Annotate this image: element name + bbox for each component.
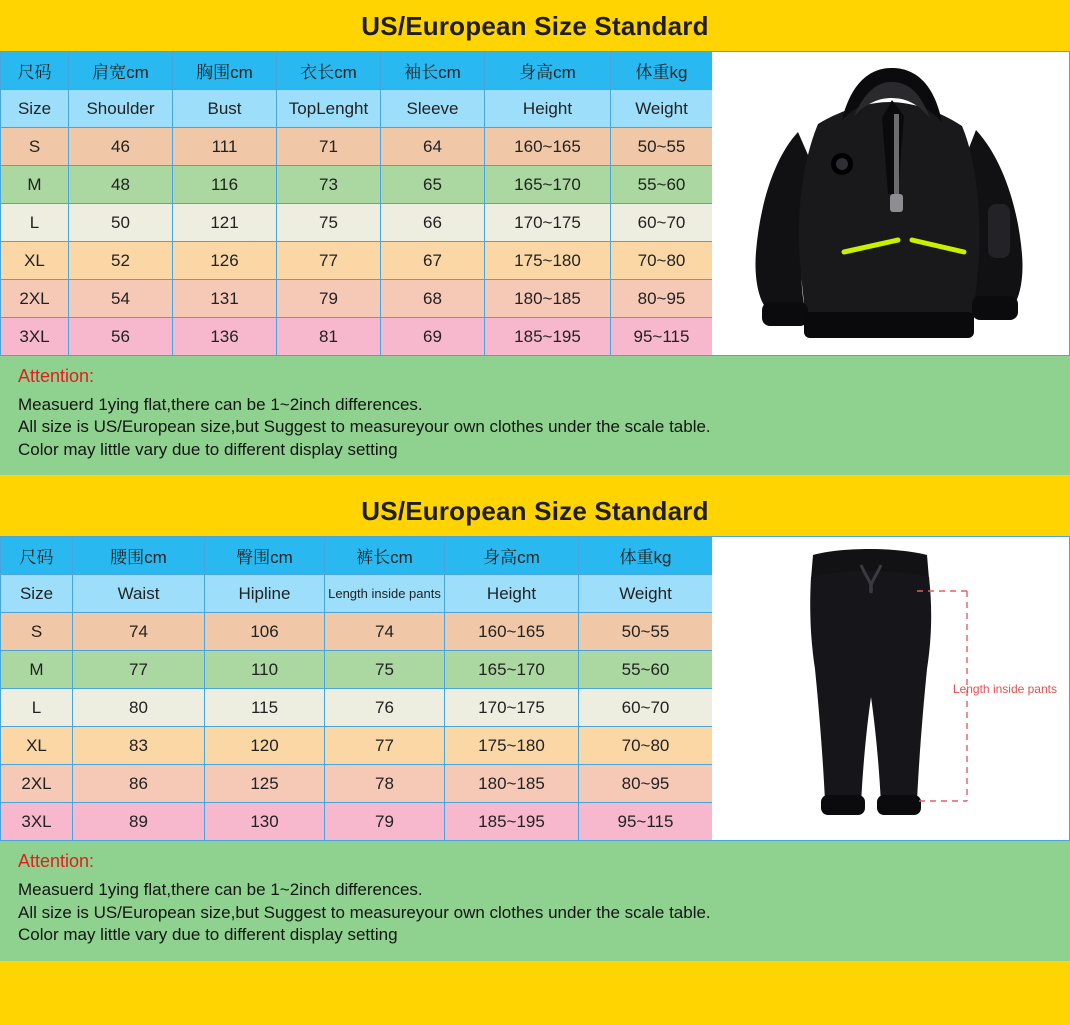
top-hdr-cn-4: 袖长cm	[381, 52, 485, 90]
top-hdr-cn-5: 身高cm	[485, 52, 611, 90]
top-attention-title: Attention:	[18, 366, 95, 386]
bottom-cell-4-2: 125	[205, 765, 325, 803]
table-row	[1, 727, 713, 765]
bottom-cell-4-3: 78	[325, 765, 445, 803]
bottom-hdr-cn-4: 身高cm	[445, 537, 579, 575]
bottom-cell-5-1: 89	[73, 803, 205, 841]
top-body-row	[0, 51, 1070, 356]
top-hdr-cn-3: 衣长cm	[277, 52, 381, 90]
bottom-cell-5-5: 95~115	[579, 803, 713, 841]
top-cell-0-2: 111	[173, 128, 277, 166]
top-cell-1-1: 48	[69, 166, 173, 204]
bottom-cell-1-4: 165~170	[445, 651, 579, 689]
top-cell-1-4: 65	[381, 166, 485, 204]
table-row	[1, 166, 713, 204]
top-hdr-en-2: Bust	[173, 90, 277, 128]
bottom-hdr-cn-5: 体重kg	[579, 537, 713, 575]
top-hdr-en-0: Size	[1, 90, 69, 128]
top-cell-0-6: 50~55	[611, 128, 713, 166]
bottom-cell-4-5: 80~95	[579, 765, 713, 803]
top-cell-4-5: 180~185	[485, 280, 611, 318]
top-cell-3-3: 77	[277, 242, 381, 280]
top-cell-3-5: 175~180	[485, 242, 611, 280]
bottom-attention-line-3: Color may little vary due to different display setting	[18, 925, 398, 945]
bottom-cell-0-4: 160~165	[445, 613, 579, 651]
bottom-attention-block	[0, 841, 1070, 960]
top-cell-5-3: 81	[277, 318, 381, 356]
bottom-size-table	[0, 536, 713, 841]
top-cell-5-5: 185~195	[485, 318, 611, 356]
top-cell-0-5: 160~165	[485, 128, 611, 166]
top-hdr-en-3: TopLenght	[277, 90, 381, 128]
bottom-cell-2-1: 80	[73, 689, 205, 727]
table-row	[1, 204, 713, 242]
top-cell-4-2: 131	[173, 280, 277, 318]
table-row	[1, 803, 713, 841]
top-cell-3-0: XL	[1, 242, 69, 280]
table-row	[1, 242, 713, 280]
top-cell-0-3: 71	[277, 128, 381, 166]
bottom-cell-3-4: 175~180	[445, 727, 579, 765]
bottom-cell-5-2: 130	[205, 803, 325, 841]
bottom-cell-3-2: 120	[205, 727, 325, 765]
table-row	[1, 613, 713, 651]
bottom-attention-line-1: Measuerd 1ying flat,there can be 1~2inch differences.	[18, 880, 423, 900]
table-row	[1, 318, 713, 356]
top-cell-1-0: M	[1, 166, 69, 204]
bottom-cell-4-0: 2XL	[1, 765, 73, 803]
bottom-cell-0-5: 50~55	[579, 613, 713, 651]
bottom-banner-title: US/European Size Standard	[0, 485, 1070, 536]
bottom-hdr-en-2: Hipline	[205, 575, 325, 613]
bottom-attention-line-2: All size is US/European size,but Suggest to measureyour own clothes under the scale table.	[18, 902, 711, 922]
bottom-cell-0-0: S	[1, 613, 73, 651]
top-cell-0-0: S	[1, 128, 69, 166]
table-row	[1, 689, 713, 727]
bottom-cell-0-2: 106	[205, 613, 325, 651]
table-row	[1, 765, 713, 803]
top-hdr-en-4: Sleeve	[381, 90, 485, 128]
bottom-header-row-en	[1, 575, 713, 613]
top-cell-2-3: 75	[277, 204, 381, 242]
top-cell-5-0: 3XL	[1, 318, 69, 356]
top-header-row-cn	[1, 52, 713, 90]
table-row	[1, 651, 713, 689]
bottom-cell-4-4: 180~185	[445, 765, 579, 803]
bottom-cell-3-0: XL	[1, 727, 73, 765]
top-hdr-cn-2: 胸围cm	[173, 52, 277, 90]
top-cell-2-1: 50	[69, 204, 173, 242]
top-hdr-cn-1: 肩宽cm	[69, 52, 173, 90]
top-size-table	[0, 51, 713, 356]
bottom-attention-title: Attention:	[18, 851, 95, 872]
bottom-cell-5-4: 185~195	[445, 803, 579, 841]
bottom-cell-2-2: 115	[205, 689, 325, 727]
bottom-hdr-cn-1: 腰围cm	[73, 537, 205, 575]
top-cell-2-5: 170~175	[485, 204, 611, 242]
bottom-cell-5-3: 79	[325, 803, 445, 841]
top-hdr-en-1: Shoulder	[69, 90, 173, 128]
bottom-hdr-en-3: Length inside pants	[325, 575, 445, 613]
bottom-cell-1-0: M	[1, 651, 73, 689]
top-cell-3-4: 67	[381, 242, 485, 280]
top-cell-4-3: 79	[277, 280, 381, 318]
top-hdr-cn-6: 体重kg	[611, 52, 713, 90]
bottom-cell-2-0: L	[1, 689, 73, 727]
top-cell-5-1: 56	[69, 318, 173, 356]
table-row	[1, 128, 713, 166]
top-cell-5-2: 136	[173, 318, 277, 356]
top-cell-3-6: 70~80	[611, 242, 713, 280]
pants-measure-annotation: Length inside pants	[952, 681, 1057, 696]
hoodie-illustration	[726, 54, 1056, 354]
bottom-cell-0-1: 74	[73, 613, 205, 651]
top-cell-2-0: L	[1, 204, 69, 242]
bottom-header-row-cn	[1, 537, 713, 575]
top-cell-1-6: 55~60	[611, 166, 713, 204]
hoodie-photo	[712, 51, 1070, 356]
top-cell-2-4: 66	[381, 204, 485, 242]
bottom-cell-3-1: 83	[73, 727, 205, 765]
top-cell-0-4: 64	[381, 128, 485, 166]
top-panel	[0, 0, 1070, 475]
top-cell-1-3: 73	[277, 166, 381, 204]
bottom-cell-2-4: 170~175	[445, 689, 579, 727]
top-header-row-en	[1, 90, 713, 128]
table-row	[1, 280, 713, 318]
top-cell-5-4: 69	[381, 318, 485, 356]
top-cell-4-4: 68	[381, 280, 485, 318]
top-cell-1-5: 165~170	[485, 166, 611, 204]
bottom-cell-2-5: 60~70	[579, 689, 713, 727]
panel-divider	[0, 475, 1070, 485]
top-cell-3-2: 126	[173, 242, 277, 280]
bottom-cell-1-3: 75	[325, 651, 445, 689]
bottom-hdr-en-5: Weight	[579, 575, 713, 613]
bottom-hdr-en-1: Waist	[73, 575, 205, 613]
bottom-body-row	[0, 536, 1070, 841]
bottom-cell-3-3: 77	[325, 727, 445, 765]
top-cell-3-1: 52	[69, 242, 173, 280]
top-attention-line-1: Measuerd 1ying flat,there can be 1~2inch differences.	[18, 395, 423, 414]
bottom-hdr-en-0: Size	[1, 575, 73, 613]
top-table-wrapper	[0, 51, 712, 356]
bottom-cell-0-3: 74	[325, 613, 445, 651]
top-cell-2-6: 60~70	[611, 204, 713, 242]
top-hdr-en-6: Weight	[611, 90, 713, 128]
top-hdr-en-5: Height	[485, 90, 611, 128]
bottom-cell-1-2: 110	[205, 651, 325, 689]
bottom-cell-1-5: 55~60	[579, 651, 713, 689]
top-cell-4-1: 54	[69, 280, 173, 318]
bottom-cell-4-1: 86	[73, 765, 205, 803]
top-hdr-cn-0: 尺码	[1, 52, 69, 90]
bottom-panel	[0, 485, 1070, 960]
bottom-table-wrapper	[0, 536, 712, 841]
bottom-cell-5-0: 3XL	[1, 803, 73, 841]
pants-photo	[712, 536, 1070, 841]
top-cell-0-1: 46	[69, 128, 173, 166]
bottom-hdr-en-4: Height	[445, 575, 579, 613]
bottom-cell-3-5: 70~80	[579, 727, 713, 765]
top-cell-4-0: 2XL	[1, 280, 69, 318]
top-attention-line-2: All size is US/European size,but Suggest to measureyour own clothes under the scale table.	[18, 417, 711, 437]
bottom-hdr-cn-0: 尺码	[1, 537, 73, 575]
top-attention-block	[0, 356, 1070, 475]
top-cell-2-2: 121	[173, 204, 277, 242]
bottom-cell-1-1: 77	[73, 651, 205, 689]
bottom-cell-2-3: 76	[325, 689, 445, 727]
top-cell-5-6: 95~115	[611, 318, 713, 356]
top-cell-4-6: 80~95	[611, 280, 713, 318]
top-cell-1-2: 116	[173, 166, 277, 204]
bottom-hdr-cn-2: 臀围cm	[205, 537, 325, 575]
top-banner-title: US/European Size Standard	[0, 0, 1070, 51]
top-attention-line-3: Color may little vary due to different display setting	[18, 439, 398, 459]
bottom-hdr-cn-3: 裤长cm	[325, 537, 445, 575]
